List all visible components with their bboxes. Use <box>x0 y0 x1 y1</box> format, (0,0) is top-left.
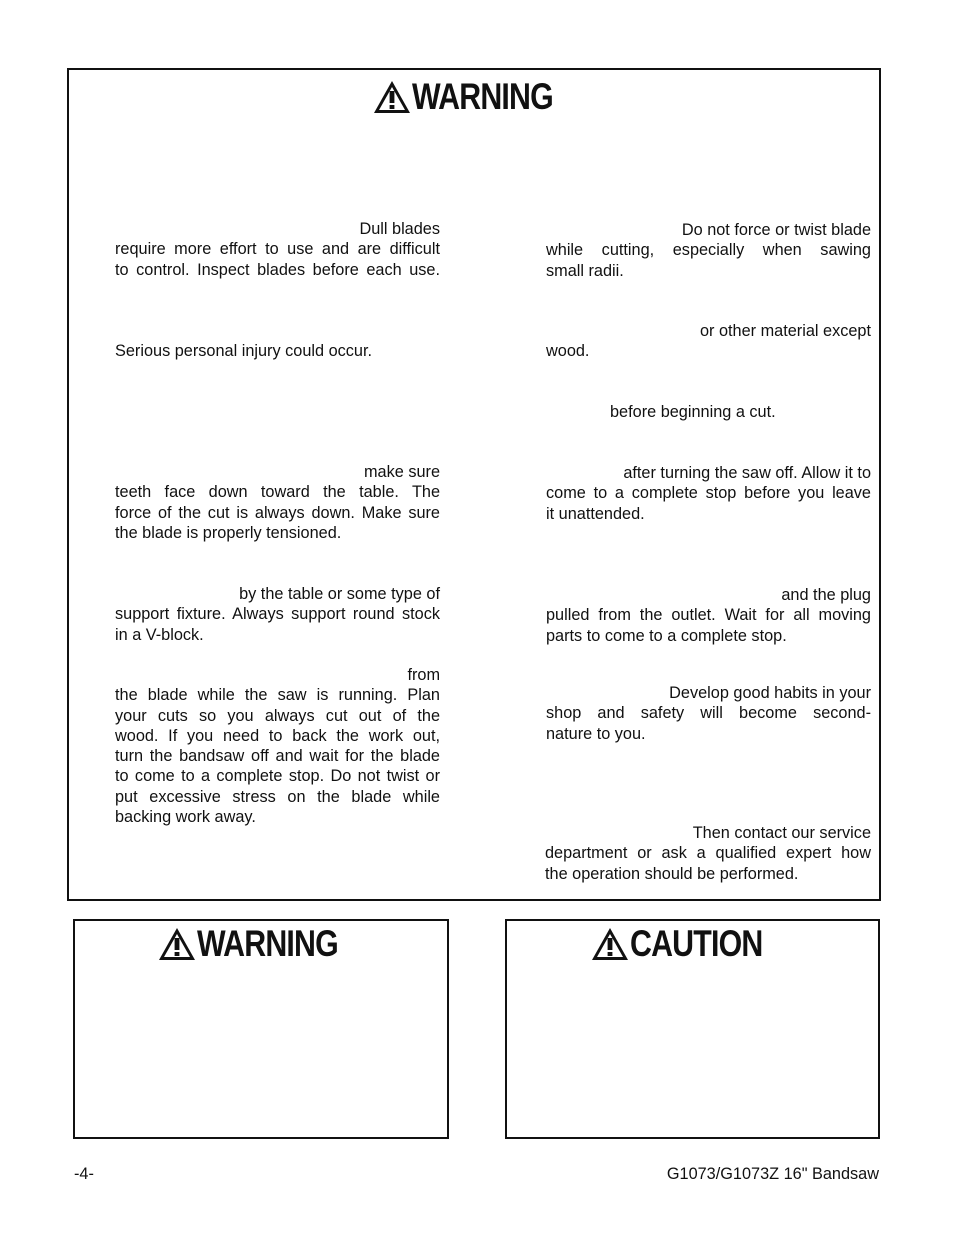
text-line: to come to a complete stop. Do not twist or <box>115 767 440 786</box>
text-line: pulled from the outlet. Wait for all moving <box>546 606 871 625</box>
text-line: after turning the saw off. Allow it to <box>623 464 871 482</box>
caution-header <box>591 925 792 962</box>
text-line: come to a complete stop before you leave <box>546 484 871 503</box>
right-paragraph-5 <box>546 585 871 646</box>
caution-title: CAUTION <box>630 923 763 964</box>
text-line: put excessive stress on the blade while <box>115 787 440 806</box>
text-line: Do not force or twist blade <box>681 221 871 239</box>
text-line: the blade while the saw is running. Plan <box>115 686 440 705</box>
text-line: department or ask a qualified expert how <box>545 844 871 863</box>
text-line: in a V-block. <box>115 625 204 644</box>
right-paragraph-6 <box>546 683 871 744</box>
text-line: Develop good habits in your <box>669 684 871 702</box>
text-line: force of the cut is always down. Make sure <box>115 503 440 522</box>
text-line: or other material except <box>699 322 871 340</box>
text-line: by the table or some type of <box>239 585 440 603</box>
warning-triangle-icon <box>158 927 196 961</box>
text-line: Then contact our service <box>692 824 871 842</box>
text-line: from <box>407 666 440 684</box>
text-line: while cutting, especially when sawing <box>546 241 871 260</box>
text-line: to control. Inspect blades before each use. <box>115 260 440 279</box>
left-paragraph-5 <box>115 665 440 827</box>
lower-warning-title: WARNING <box>197 923 338 964</box>
left-paragraph-1 <box>115 219 440 280</box>
text-line: Dull blades <box>359 220 440 238</box>
right-paragraph-2 <box>546 321 871 362</box>
left-paragraph-2 <box>115 341 440 361</box>
text-line: wood. If you need to back the work out, <box>115 726 440 745</box>
text-line: teeth face down toward the table. The <box>115 483 440 502</box>
left-paragraph-3 <box>115 462 440 543</box>
right-paragraph-3 <box>610 402 871 422</box>
text-line: require more effort to use and are difficult <box>115 240 440 259</box>
text-line: make sure <box>363 463 440 481</box>
text-line: support fixture. Always support round stock <box>115 605 440 624</box>
text-line: before beginning a cut. <box>610 403 776 421</box>
left-paragraph-4 <box>115 584 440 645</box>
text-line: wood. <box>546 342 590 361</box>
page-number: -4- <box>74 1165 94 1183</box>
text-line: the blade is properly tensioned. <box>115 523 342 542</box>
text-line: parts to come to a complete stop. <box>546 626 787 645</box>
right-paragraph-4 <box>546 463 871 524</box>
text-line: nature to you. <box>546 724 646 743</box>
text-line: your cuts so you always cut out of the <box>115 706 440 725</box>
warning-triangle-icon <box>373 80 411 114</box>
text-line: backing work away. <box>115 808 256 827</box>
lower-warning-header <box>158 925 369 962</box>
main-warning-title: WARNING <box>412 76 553 117</box>
text-line: Serious personal injury could occur. <box>115 342 373 360</box>
document-title: G1073/G1073Z 16" Bandsaw <box>666 1165 879 1183</box>
text-line: it unattended. <box>546 504 645 523</box>
text-line: and the plug <box>781 586 871 604</box>
text-line: small radii. <box>546 261 624 280</box>
text-line: turn the bandsaw off and wait for the blade <box>115 747 440 766</box>
right-paragraph-7 <box>545 823 871 884</box>
main-warning-header <box>373 78 584 115</box>
text-line: the operation should be performed. <box>545 864 799 883</box>
text-line: shop and safety will become second- <box>546 704 871 723</box>
caution-triangle-icon <box>591 927 629 961</box>
right-paragraph-1 <box>546 220 871 281</box>
